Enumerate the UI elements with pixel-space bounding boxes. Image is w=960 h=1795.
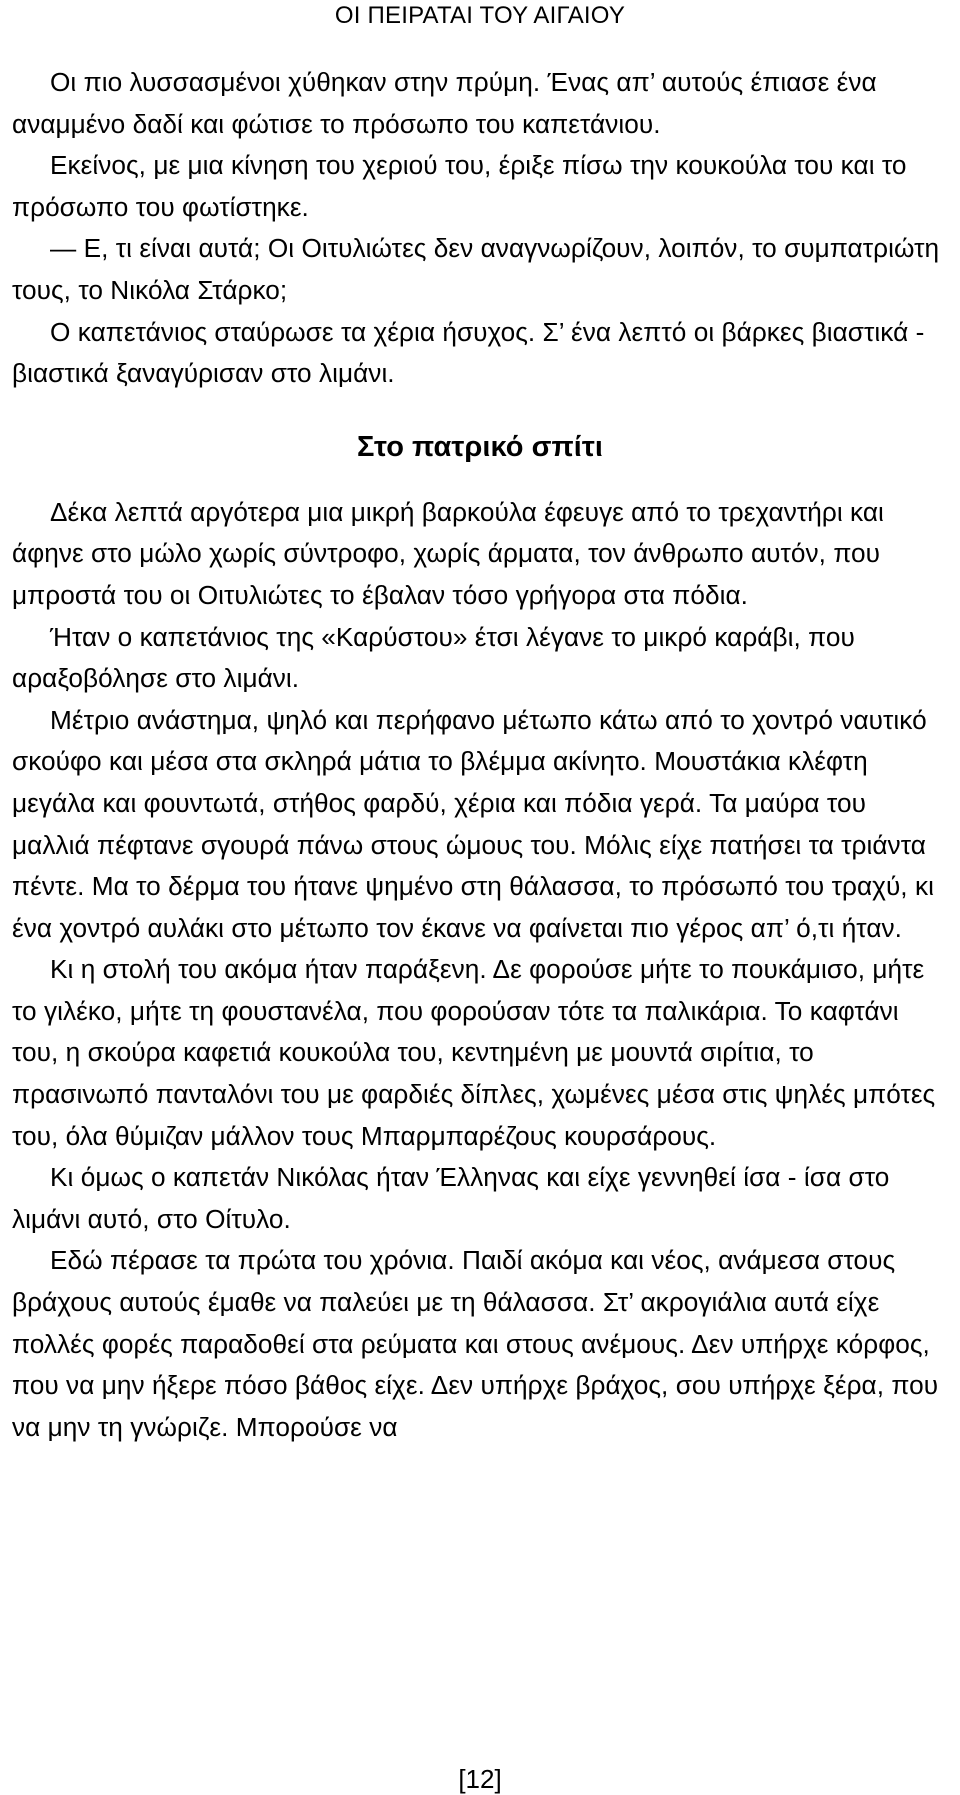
paragraph: Μέτριο ανάστημα, ψηλό και περήφανο μέτωπο κάτω από το χοντρό ναυτικό σκούφο και μέσα στα σκληρά μάτια το βλέμμα ακίνητο. Μουστάκια κλέφτη μεγάλα και φουντωτά, στήθος φαρδύ, χέρια και πόδια γερά. Τα μαύρα του μαλλιά πέφτανε σγουρά πάνω στους ώμους του. Μόλις είχε πατήσει τα τριάντα πέντε. Μα το δέρμα του ήτανε ψημένο στη θάλασσα, το πρόσωπό του τραχύ, κι ένα χοντρό αυλάκι στο μέτωπο τον έκανε να φαίνεται πιο γέρος απ’ ό,τι ήταν.: [12, 704, 934, 943]
paragraph: Κι όμως ο καπετάν Νικόλας ήταν Έλληνας και είχε γεννηθεί ίσα - ίσα στο λιμάνι αυτό, στο Οίτυλο.: [12, 1162, 890, 1234]
paragraph: Κι η στολή του ακόμα ήταν παράξενη. Δε φορούσε μήτε το πουκάμισο, μήτε το γιλέκο, μήτε τη φουστανέλα, που φορούσαν τότε τα παλικάρια. Το καφτάνι του, η σκούρα καφετιά κουκούλα του, κεντημένη με μουντά σιρίτια, το πρασινωπό πανταλόνι του με φαρδιές δίπλες, χωμένες μέσα στις ψηλές μπότες του, όλα θύμιζαν μάλλον τους Μπαρμπαρέζους κουρσάρους.: [12, 954, 936, 1151]
paragraph: Ο καπετάνιος σταύρωσε τα χέρια ήσυχος. Σ’ ένα λεπτό οι βάρκες βιαστικά - βιαστικά ξαναγύρισαν στο λιμάνι.: [12, 316, 925, 389]
paragraph: Οι πιο λυσσασμένοι χύθηκαν στην πρύμη. Ένας απ’ αυτούς έπιασε ένα αναμμένο δαδί και φώτισε το πρόσωπο του καπετάνιου.: [12, 67, 877, 139]
running-header: ΟΙ ΠΕΙΡΑΤΑΙ ΤΟΥ ΑΙΓΑΙΟΥ: [334, 2, 626, 29]
page-number: [12]: [458, 1764, 502, 1794]
body-text: [12, 62, 948, 1448]
section-title: Στο πατρικό σπίτι: [357, 430, 603, 463]
paragraph: Δέκα λεπτά αργότερα μια μικρή βαρκούλα έφευγε από το τρεχαντήρι και άφηνε στο μώλο χωρίς σύντροφο, χωρίς άρματα, τον άνθρωπο αυτόν, που μπροστά του οι Οιτυλιώτες το έβαλαν τόσο γρήγορα στα πόδια.: [12, 496, 884, 610]
paragraph: Εδώ πέρασε τα πρώτα του χρόνια. Παιδί ακόμα και νέος, ανάμεσα στους βράχους αυτούς έμαθε να παλεύει με τη θάλασσα. Στ’ ακρογιάλια αυτά είχε πολλές φορές παραδοθεί στα ρεύματα και στους ανέμους. Δεν υπήρχε κόρφος, που να μην ήξερε πόσο βάθος είχε. Δεν υπήρχε βράχος, σου υπήρχε ξέρα, που να μην τη γνώριζε. Μπορούσε να: [12, 1245, 939, 1442]
dialogue-paragraph: — Ε, τι είναι αυτά; Οι Οιτυλιώτες δεν αναγνωρίζουν, λοιπόν, το συμπατριώτη τους, το Νικόλα Στάρκο;: [12, 233, 940, 305]
paragraph: Εκείνος, με μια κίνηση του χεριού του, έριξε πίσω την κουκούλα του και το πρόσωπο του φωτίστηκε.: [12, 150, 907, 222]
paragraph: Ήταν ο καπετάνιος της «Καρύστου» έτσι λέγανε το μικρό καράβι, που αραξοβόλησε στο λιμάνι.: [12, 621, 855, 694]
